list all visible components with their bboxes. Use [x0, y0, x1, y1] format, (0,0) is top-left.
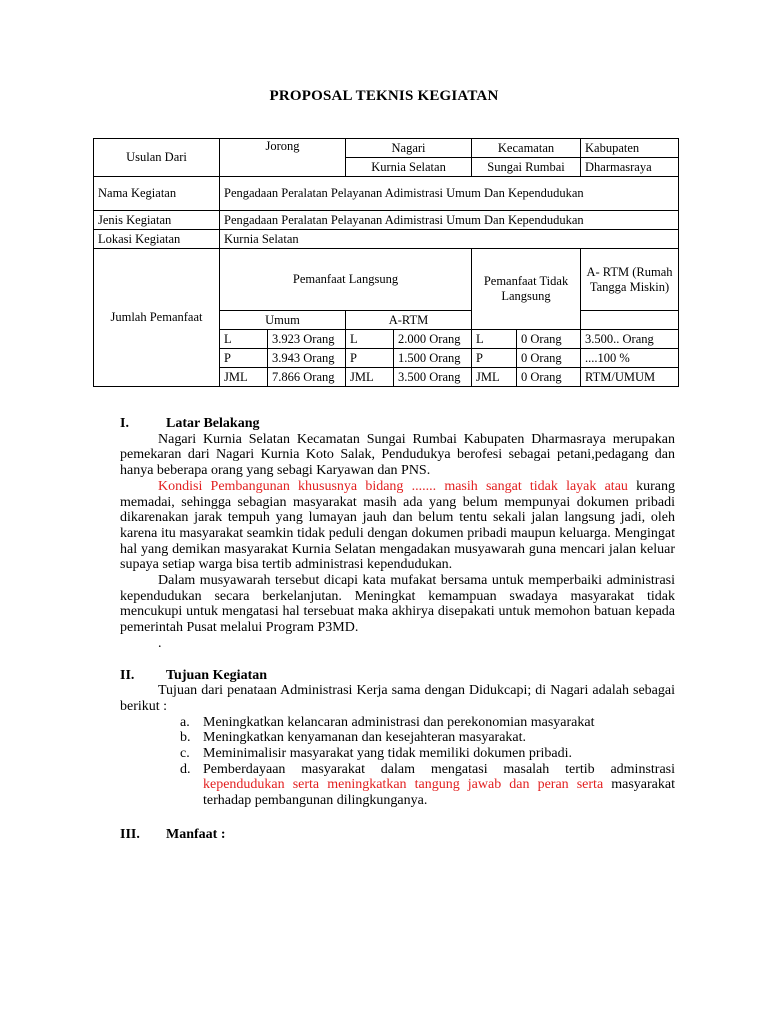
- jumlah-pemanfaat-label: Jumlah Pemanfaat: [94, 249, 220, 387]
- list-item: [180, 715, 675, 731]
- row-l-tl: 0 Orang: [517, 330, 581, 349]
- row-p-label-artm: P: [346, 349, 394, 368]
- jenis-kegiatan-value: Pengadaan Peralatan Pelayanan Adimistrasi Umum Dan Kependudukan: [220, 211, 679, 230]
- dot-text: .: [158, 635, 162, 651]
- jorong-header: Jorong: [220, 139, 346, 177]
- row-l-label-artm: L: [346, 330, 394, 349]
- usulan-dari-label: Usulan Dari: [94, 139, 220, 177]
- list-marker: b.: [180, 730, 191, 746]
- list-text-part: masyarakat terhadap pembangunan dilingkunganya.: [203, 777, 675, 809]
- row-jml-umum: 7.866 Orang: [268, 368, 346, 387]
- lokasi-kegiatan-label: Lokasi Kegiatan: [94, 230, 220, 249]
- nama-kegiatan-label: Nama Kegiatan: [94, 177, 220, 211]
- row-p-tl: 0 Orang: [517, 349, 581, 368]
- nagari-header: Nagari: [346, 139, 472, 158]
- paragraph: Tujuan dari penataan Administrasi Kerja sama dengan Didukcapi; di Nagari adalah sebagai berikut :: [120, 683, 675, 714]
- kabupaten-header: Kabupaten: [581, 139, 679, 158]
- row-jml-label-tl: JML: [472, 368, 517, 387]
- row-l-label-tl: L: [472, 330, 517, 349]
- umum-header: Umum: [220, 311, 346, 330]
- goal-list: [120, 715, 675, 809]
- row-p-artm: 1.500 Orang: [394, 349, 472, 368]
- section-title: Latar Belakang: [166, 416, 260, 431]
- nama-kegiatan-value: Pengadaan Peralatan Pelayanan Adimistrasi Umum Dan Kependudukan: [220, 177, 679, 211]
- row-p-label-tl: P: [472, 349, 517, 368]
- kecamatan-value: Sungai Rumbai: [472, 158, 581, 177]
- list-text-part: Pemberdayaan masyarakat dalam mengatasi masalah tertib adminstrasi: [203, 761, 675, 777]
- list-text: Meningkatkan kelancaran administrasi dan perekonomian masyarakat: [203, 714, 595, 730]
- proposal-table: [93, 138, 679, 387]
- list-marker: a.: [180, 714, 190, 730]
- list-text: Meningkatkan kenyamanan dan kesejahteran masyarakat.: [203, 730, 527, 746]
- row-jml-label-artm: JML: [346, 368, 394, 387]
- artm-header: A- RTM (Rumah Tangga Miskin): [581, 249, 679, 311]
- row-l-umum: 3.923 Orang: [268, 330, 346, 349]
- pemanfaat-tidak-langsung-header: Pemanfaat Tidak Langsung: [472, 249, 581, 330]
- row-jml-tl: 0 Orang: [517, 368, 581, 387]
- paragraph-text: kurang memadai, sehingga sebagian masyarakat masih ada yang belum mempunyai dokumen pribadi dikarenakan jarak tempuh yang lumayan jauh dan belum tentu sekali jalan langsung jadi, oleh karena itu masyarakat seamkin tidak peduli dengan dokumen pribadi maupun keluarga. Mengingat hal yang demikan masyarakat Kurnia Selatan mengadakan musyawarah guna mencari jalan keluar supaya setiap warga bisa tertib administrasi kependudukan.: [120, 478, 675, 573]
- list-item: [180, 762, 675, 809]
- row-l-rtm: 3.500.. Orang: [581, 330, 679, 349]
- lokasi-kegiatan-value: Kurnia Selatan: [220, 230, 679, 249]
- row-jml-label: JML: [220, 368, 268, 387]
- list-item: [180, 746, 675, 762]
- section-heading-manfaat: [120, 827, 675, 843]
- highlighted-text: kependudukan serta meningkatkan tangung jawab dan peran serta: [203, 777, 604, 793]
- artm-subheader: A-RTM: [346, 311, 472, 330]
- row-l-label: L: [220, 330, 268, 349]
- row-p-rtm: ....100 %: [581, 349, 679, 368]
- list-text: Meminimalisir masyarakat yang tidak memiliki dokumen pribadi.: [203, 746, 572, 762]
- list-text: [203, 762, 675, 809]
- section-number: I.: [120, 416, 129, 431]
- kabupaten-value: Dharmasraya: [581, 158, 679, 177]
- section-title: Manfaat :: [166, 826, 226, 842]
- pemanfaat-langsung-header: Pemanfaat Langsung: [220, 249, 472, 311]
- document-body: [120, 416, 675, 843]
- section-title: Tujuan Kegiatan: [166, 667, 268, 683]
- section-number: II.: [120, 667, 135, 683]
- list-item: [180, 730, 675, 746]
- document-title: PROPOSAL TEKNIS KEGIATAN: [269, 88, 499, 104]
- row-p-label: P: [220, 349, 268, 368]
- paragraph: [120, 479, 675, 573]
- row-jml-rtm: RTM/UMUM: [581, 368, 679, 387]
- list-marker: d.: [180, 761, 191, 777]
- row-p-umum: 3.943 Orang: [268, 349, 346, 368]
- section-heading-latar: [120, 416, 675, 432]
- paragraph: Nagari Kurnia Selatan Kecamatan Sungai Rumbai Kabupaten Dharmasraya merupakan pemekaran dari Nagari Kurnia Koto Salak, Pendudukya berofesi sebagai petani,pedagang dan hanya beberapa orang yang sebagi Karyawan dan PNS.: [120, 431, 675, 479]
- row-l-artm: 2.000 Orang: [394, 330, 472, 349]
- nagari-value: Kurnia Selatan: [346, 158, 472, 177]
- section-heading-tujuan: [120, 668, 675, 684]
- highlighted-text: Kondisi Pembangunan khususnya bidang ....... masih sangat tidak layak atau: [158, 478, 628, 494]
- kecamatan-header: Kecamatan: [472, 139, 581, 158]
- row-jml-artm: 3.500 Orang: [394, 368, 472, 387]
- list-marker: c.: [180, 746, 190, 762]
- jenis-kegiatan-label: Jenis Kegiatan: [94, 211, 220, 230]
- paragraph: Dalam musyawarah tersebut dicapi kata mufakat bersama untuk memperbaiki administrasi kependudukan secara berkelanjutan. Meningkat kemampuan swadaya masyarakat tidak mencukupi untuk mengatasi hal tersebuat maka akhirya disepakati untuk memohon batuan kepada pemerintah Pusat melalui Program P3MD.: [120, 573, 675, 636]
- section-number: III.: [120, 826, 140, 842]
- empty-cell: [581, 311, 679, 330]
